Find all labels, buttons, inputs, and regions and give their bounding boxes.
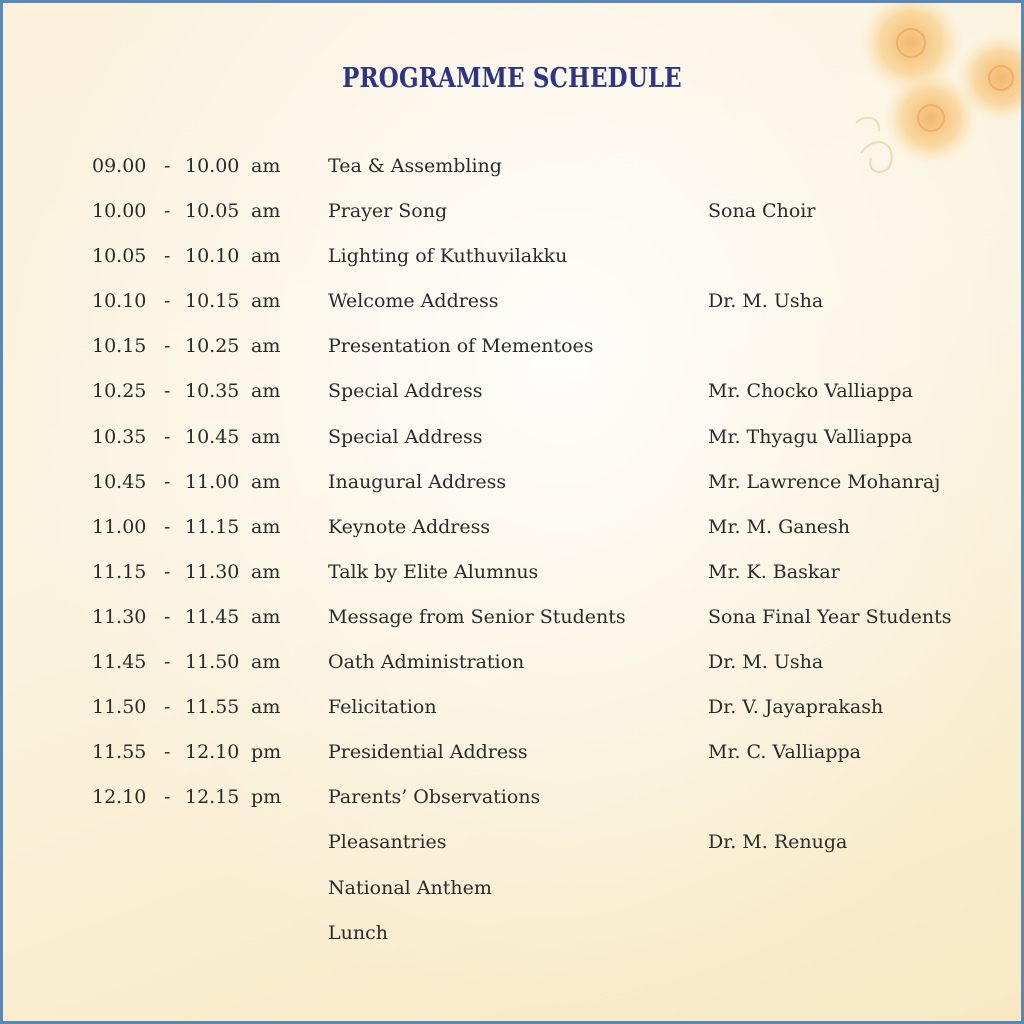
schedule-row (3, 144, 1021, 189)
meridiem: am (251, 335, 281, 358)
speaker-name: Sona Final Year Students (708, 605, 952, 628)
event-name: Talk by Elite Alumnus (328, 560, 539, 583)
end-time: 11.30 (185, 560, 240, 583)
time-separator: - (164, 380, 171, 403)
end-time: 10.25 (185, 335, 240, 358)
schedule-row (3, 324, 1021, 369)
end-time: 11.55 (185, 696, 240, 719)
meridiem: am (251, 200, 281, 223)
time-separator: - (164, 560, 171, 583)
end-time: 10.35 (185, 380, 240, 403)
meridiem: am (251, 696, 281, 719)
event-name: Parents’ Observations (328, 786, 541, 809)
meridiem: am (251, 605, 281, 628)
time-separator: - (164, 651, 171, 674)
start-time: 11.45 (92, 651, 147, 674)
event-name: Oath Administration (328, 651, 525, 674)
start-time: 11.15 (92, 560, 147, 583)
start-time: 10.25 (92, 380, 147, 403)
time-separator: - (164, 290, 171, 313)
schedule-row (3, 775, 1021, 820)
speaker-name: Sona Choir (708, 200, 816, 223)
end-time: 10.45 (185, 425, 240, 448)
end-time: 11.45 (185, 605, 240, 628)
start-time: 11.55 (92, 741, 147, 764)
time-separator: - (164, 786, 171, 809)
event-name: Presentation of Mementoes (328, 335, 594, 358)
schedule-row (3, 234, 1021, 279)
schedule-row (3, 640, 1021, 685)
event-name: Special Address (328, 425, 483, 448)
end-time: 12.15 (185, 786, 240, 809)
event-name: Presidential Address (328, 741, 528, 764)
meridiem: am (251, 651, 281, 674)
meridiem: am (251, 515, 281, 538)
start-time: 12.10 (92, 786, 147, 809)
speaker-name: Dr. M. Renuga (708, 831, 848, 854)
event-name: Pleasantries (328, 831, 447, 854)
speaker-name: Mr. K. Baskar (708, 560, 840, 583)
meridiem: am (251, 290, 281, 313)
schedule-row (3, 685, 1021, 730)
schedule-row (3, 820, 1021, 865)
end-time: 11.50 (185, 651, 240, 674)
speaker-name: Mr. C. Valliappa (708, 741, 861, 764)
end-time: 10.15 (185, 290, 240, 313)
schedule-row (3, 505, 1021, 550)
event-name: Inaugural Address (328, 470, 507, 493)
speaker-name: Dr. M. Usha (708, 290, 824, 313)
schedule-row (3, 550, 1021, 595)
meridiem: am (251, 425, 281, 448)
start-time: 11.50 (92, 696, 147, 719)
start-time: 11.00 (92, 515, 147, 538)
time-separator: - (164, 741, 171, 764)
speaker-name: Mr. Chocko Valliappa (708, 380, 913, 403)
time-separator: - (164, 696, 171, 719)
end-time: 10.10 (185, 245, 240, 268)
end-time: 10.05 (185, 200, 240, 223)
meridiem: am (251, 380, 281, 403)
time-separator: - (164, 515, 171, 538)
speaker-name: Mr. M. Ganesh (708, 515, 851, 538)
start-time: 10.10 (92, 290, 147, 313)
schedule-row (3, 911, 1021, 956)
start-time: 11.30 (92, 605, 147, 628)
event-name: Prayer Song (328, 200, 448, 223)
event-name: National Anthem (328, 876, 492, 899)
schedule-row (3, 369, 1021, 414)
event-name: Lighting of Kuthuvilakku (328, 245, 568, 268)
event-name: Message from Senior Students (328, 605, 626, 628)
speaker-name: Dr. V. Jayaprakash (708, 696, 884, 719)
meridiem: pm (251, 741, 282, 764)
event-name: Lunch (328, 921, 388, 944)
time-separator: - (164, 425, 171, 448)
event-name: Felicitation (328, 696, 437, 719)
schedule-list (3, 144, 1021, 956)
start-time: 10.00 (92, 200, 147, 223)
end-time: 11.00 (185, 470, 240, 493)
meridiem: am (251, 155, 281, 177)
meridiem: pm (251, 786, 282, 809)
event-name: Keynote Address (328, 515, 491, 538)
time-separator: - (164, 200, 171, 223)
meridiem: am (251, 245, 281, 268)
page-title: PROGRAMME SCHEDULE (342, 63, 682, 94)
end-time: 10.00 (185, 155, 240, 177)
start-time: 10.35 (92, 425, 147, 448)
end-time: 12.10 (185, 741, 240, 764)
schedule-row (3, 595, 1021, 640)
schedule-row (3, 730, 1021, 775)
schedule-row (3, 866, 1021, 911)
meridiem: am (251, 560, 281, 583)
schedule-row (3, 189, 1021, 234)
time-separator: - (164, 605, 171, 628)
speaker-name: Mr. Lawrence Mohanraj (708, 470, 941, 493)
schedule-row (3, 460, 1021, 505)
start-time: 10.45 (92, 470, 147, 493)
speaker-name: Dr. M. Usha (708, 651, 824, 674)
schedule-row (3, 279, 1021, 324)
event-name: Tea & Assembling (328, 155, 502, 177)
meridiem: am (251, 470, 281, 493)
start-time: 10.05 (92, 245, 147, 268)
time-separator: - (164, 155, 171, 177)
schedule-row (3, 415, 1021, 460)
time-separator: - (164, 335, 171, 358)
time-separator: - (164, 470, 171, 493)
speaker-name: Mr. Thyagu Valliappa (708, 425, 913, 448)
time-separator: - (164, 245, 171, 268)
event-name: Special Address (328, 380, 483, 403)
event-name: Welcome Address (328, 290, 499, 313)
start-time: 10.15 (92, 335, 147, 358)
end-time: 11.15 (185, 515, 240, 538)
start-time: 09.00 (92, 155, 147, 177)
